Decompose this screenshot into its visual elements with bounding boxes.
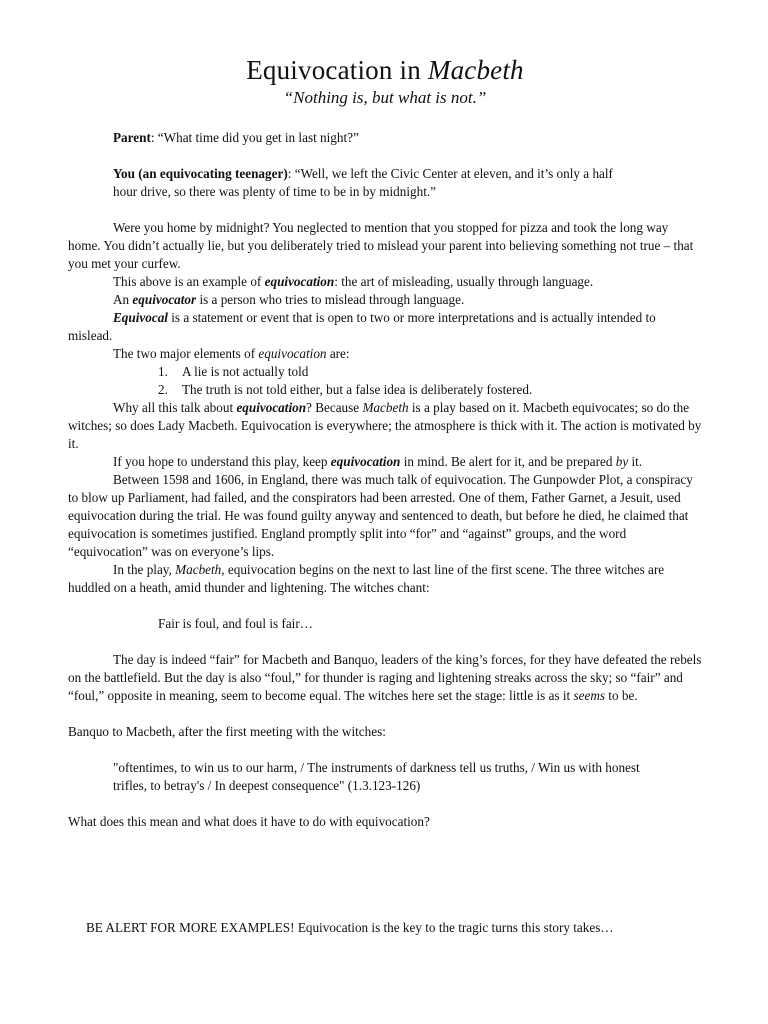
term-equivocator: equivocator <box>132 292 197 307</box>
title-play-name: Macbeth <box>427 55 524 85</box>
text-run: : the art of misleading, usually through language. <box>334 274 594 289</box>
text-run: is a person who tries to mislead through language. <box>196 292 465 307</box>
text-run: Why all this talk about <box>113 400 237 415</box>
paragraph-2 <box>68 273 702 291</box>
text-run: it. <box>628 454 643 469</box>
text-run: is a play based on it. Macbeth equivocates; so do the witches; so does Lady Macbeth. Equivocation is everywhere; the atmosphere is thick with it. The action is motivated by it. <box>68 400 702 451</box>
paragraph-4 <box>68 309 702 345</box>
witches-chant: Fair is foul, and foul is fair… <box>158 616 313 631</box>
paragraph-7 <box>68 453 702 471</box>
page-subtitle: “Nothing is, but what is not.” <box>283 88 487 107</box>
text-run: If you hope to understand this play, keep <box>113 454 331 469</box>
text-run: The two major elements of <box>113 346 259 361</box>
term-equivocation: equivocation <box>236 400 307 415</box>
closing-line: BE ALERT FOR MORE EXAMPLES! Equivocation is the key to the tragic turns this story takes… <box>86 920 614 935</box>
list-text: The truth is not told either, but a false idea is deliberately fostered. <box>182 382 533 397</box>
text-run: The day is indeed “fair” for Macbeth and Banquo, leaders of the king’s forces, for they have defeated the rebels on the battlefield. But the day is also “foul,” for thunder is raging and lightening streaks across the sky; so “fair” and “foul,” opposite in meaning, seem to become equal. The witches here set the stage: little is as it <box>68 652 702 703</box>
text-run: is a statement or event that is open to two or more interpretations and is actually intended to mislead. <box>68 310 656 343</box>
paragraph-6 <box>68 399 702 453</box>
text-run: This above is an example of <box>113 274 265 289</box>
play-name: Macbeth <box>362 400 409 415</box>
list-item <box>158 363 702 381</box>
emphasis-seems: seems <box>573 688 605 703</box>
list-number: 2. <box>158 382 168 397</box>
text-run: In the play, <box>113 562 176 577</box>
elements-list <box>68 363 702 399</box>
you-line: : “Well, we left the Civic Center at eleven, and it’s only a half hour drive, so there was plenty of time to be in by midnight.” <box>113 166 613 199</box>
parent-line: : “What time did you get in last night?” <box>150 130 359 145</box>
discussion-question: What does this mean and what does it have to do with equivocation? <box>68 814 430 829</box>
term-equivocal: Equivocal <box>113 310 168 325</box>
play-name: Macbeth, <box>175 562 225 577</box>
text-run: ? Because <box>306 400 363 415</box>
text-run: to be. <box>605 688 638 703</box>
paragraph-8: Between 1598 and 1606, in England, there was much talk of equivocation. The Gunpowder Plot, a conspiracy to blow up Parliament, had failed, and the conspirators had been arrested. One of them, Father Garnet, a Jesuit, used equivocation during the trial. He was found guilty anyway and sentenced to death, but before he died, he claimed that equivocation is sometimes justified. England promptly split into “for” and “against” groups, and the word “equivocation” was on everyone’s lips. <box>68 472 693 559</box>
dialogue-parent <box>68 129 702 147</box>
paragraph-11: Banquo to Macbeth, after the first meeting with the witches: <box>68 724 386 739</box>
text-run: are: <box>326 346 350 361</box>
list-item <box>158 381 702 399</box>
term-equivocation-italic: equivocation <box>258 346 327 361</box>
term-equivocation: equivocation <box>264 274 335 289</box>
you-label: You (an equivocating teenager) <box>113 166 288 181</box>
paragraph-1: Were you home by midnight? You neglected to mention that you stopped for pizza and took the long way home. You didn’t actually lie, but you deliberately tried to mislead your parent into believing something not true – that you met your curfew. <box>68 220 694 271</box>
title-main: Equivocation in <box>246 55 428 85</box>
dialogue-you <box>68 165 702 201</box>
text-run: equivocation begins on the next to last line of the first scene. The three witches are huddled on a heath, amid thunder and lightening. The witches chant: <box>68 562 665 595</box>
paragraph-9 <box>68 561 702 597</box>
paragraph-10 <box>68 651 702 705</box>
page-title <box>68 54 702 86</box>
text-run: in mind. Be alert for it, and be prepared <box>400 454 616 469</box>
emphasis-by: by <box>615 454 629 469</box>
parent-label: Parent <box>113 130 151 145</box>
paragraph-3 <box>68 291 702 309</box>
term-equivocation: equivocation <box>330 454 401 469</box>
paragraph-5 <box>68 345 702 363</box>
list-text: A lie is not actually told <box>182 364 309 379</box>
list-number: 1. <box>158 364 168 379</box>
banquo-quote: "oftentimes, to win us to our harm, / The instruments of darkness tell us truths, / Win us with honest trifles, to betray's / In deepest consequence" (1.3.123-126) <box>113 760 640 793</box>
text-run: An <box>113 292 133 307</box>
